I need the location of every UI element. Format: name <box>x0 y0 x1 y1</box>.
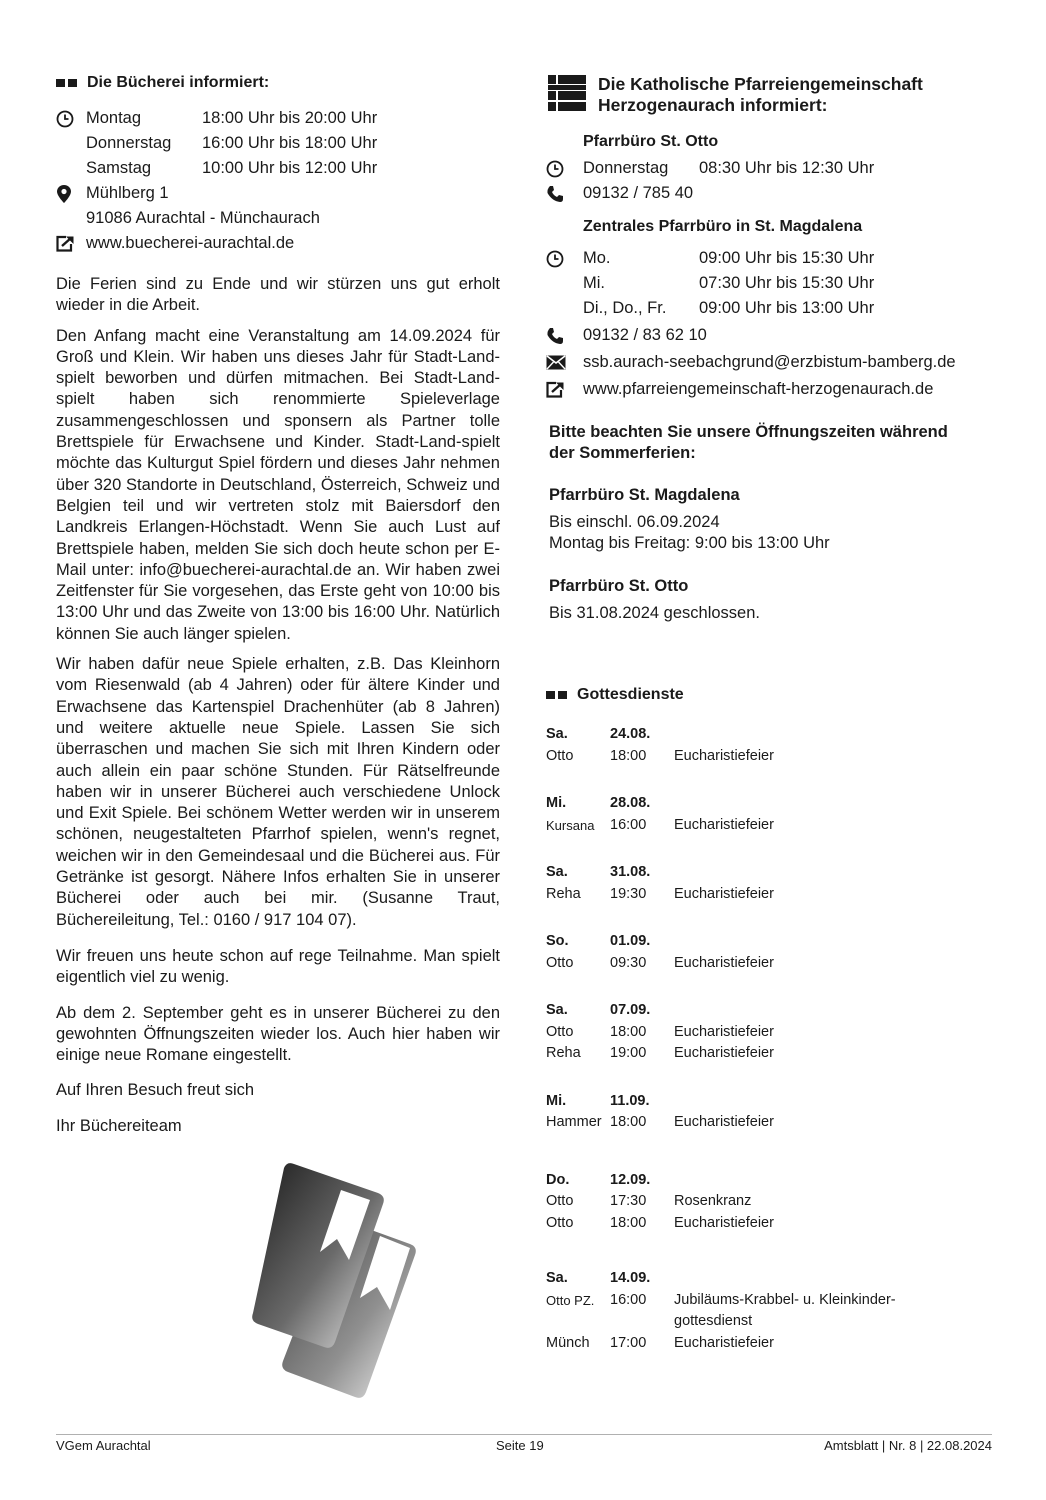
magdalena-line: Montag bis Freitag: 9:00 bis 13:00 Uhr <box>549 534 830 552</box>
service-weekday: So. <box>546 933 569 949</box>
service-description: Eucharistiefeier <box>674 816 774 833</box>
footer-publisher: VGem Aurachtal <box>56 1438 151 1453</box>
central-email-link[interactable]: ssb.aurach-seebachgrund@erzbistum-bamberg.de <box>583 353 956 371</box>
paragraph: Auf Ihren Besuch freut sich <box>56 1081 255 1100</box>
services-heading: Gottesdienste <box>546 686 996 704</box>
otto-closed-heading: Pfarrbüro St. Otto <box>549 577 689 595</box>
footer-issue: Amtsblatt | Nr. 8 | 22.08.2024 <box>824 1438 992 1453</box>
central-website-row <box>546 377 996 402</box>
service-date: 01.09. <box>610 933 651 949</box>
service-description: Eucharistiefeier <box>674 1114 774 1130</box>
services-list <box>546 724 996 1354</box>
central-office-heading: Zentrales Pfarrbüro in St. Magdalena <box>583 218 863 235</box>
service-time: 18:00 <box>610 747 647 764</box>
mail-icon <box>546 350 583 375</box>
otto-phone-row <box>546 181 996 206</box>
service-time: 16:00 <box>610 1291 647 1308</box>
address-row: Mühlberg 1 <box>56 181 500 206</box>
service-location: Otto PZ. <box>546 1292 595 1308</box>
parish-title-line: Herzogenaurach informiert: <box>598 95 828 115</box>
service-description: Eucharistiefeier <box>674 1334 774 1351</box>
service-row <box>546 1290 996 1312</box>
service-weekday: Sa. <box>546 726 568 742</box>
paragraph: Den Anfang macht eine Veranstaltung am 14.09.2024 für Groß und Klein. Wir haben uns dieses Jahr für Stadt-Land-spielt beworben und dürfen mitmachen. Bei Stadt-Land-spielt haben sich renommierte Spieleverlage zusammengeschlossen und sponsern als Partner tolle Brettspiele für Erwachsene und Kinder. Stadt-Land-spielt möchte das Kulturgut Spiel fördern und dieses Jahr nehmen über 320 Standorte in Deutschland, Österreich, Schweiz und Belgien teil und wir vertreten stolz mit Baiersdorf den Landkreis Erlangen-Höchstadt. Wenn Sie auch Lust auf Brettspiele haben, melden Sie sich doch heute schon per E-Mail unter: info@buecherei-aurachtal.de an. Wir haben zwei Zeitfenster für Sie vorgesehen, das Erste geht von 10:00 bis 13:00 Uhr und das Zweite von 13:00 bis 16:00 Uhr. Natürlich können Sie auch länger spielen. <box>56 326 500 643</box>
service-day-group <box>546 931 996 974</box>
library-section <box>56 74 500 1137</box>
external-link-icon <box>546 377 583 402</box>
service-row <box>546 815 996 837</box>
hours-row: Montag 18:00 Uhr bis 20:00 Uhr <box>56 106 500 131</box>
service-description: Eucharistiefeier <box>674 1023 774 1040</box>
service-location: Otto <box>546 1214 574 1231</box>
service-time: 18:00 <box>610 1023 647 1040</box>
service-location: Hammer <box>546 1114 602 1130</box>
service-location <box>546 1311 610 1333</box>
service-weekday: Mi. <box>546 1092 567 1109</box>
service-row <box>546 1311 996 1333</box>
service-day-group <box>546 1000 996 1065</box>
service-location: Otto <box>546 1193 574 1209</box>
service-row <box>546 1112 996 1134</box>
central-phone-row <box>546 323 996 348</box>
address-row: 91086 Aurachtal - Münchaurach <box>86 209 320 227</box>
otto-phone-link[interactable]: 09132 / 785 40 <box>583 184 694 202</box>
otto-office-heading: Pfarrbüro St. Otto <box>583 133 719 150</box>
library-text <box>56 274 500 1137</box>
paragraph: Wir freuen uns heute schon auf rege Teilnahme. Man spielt eigentlich viel zu wenig. <box>56 946 500 987</box>
service-time: 16:00 <box>610 816 647 833</box>
service-location: Otto <box>546 747 574 764</box>
service-day-group <box>546 1268 996 1354</box>
service-date: 11.09. <box>610 1092 650 1109</box>
service-time: 17:00 <box>610 1334 647 1351</box>
service-description: Eucharistiefeier <box>674 1214 774 1231</box>
service-description: Eucharistiefeier <box>674 885 774 902</box>
external-link-icon <box>56 231 86 256</box>
service-location: Otto <box>546 954 574 971</box>
church-logo-icon <box>546 74 588 114</box>
otto-hours-row: Donnerstag 08:30 Uhr bis 12:30 Uhr <box>546 156 996 181</box>
service-weekday: Do. <box>546 1171 570 1188</box>
parish-title-line: Die Katholische Pfarreiengemeinschaft <box>598 74 923 94</box>
service-description: gottesdienst <box>674 1313 753 1329</box>
hours-row: Samstag 10:00 Uhr bis 12:00 Uhr <box>86 159 378 177</box>
service-date: 28.08. <box>610 795 651 811</box>
service-location: Otto <box>546 1023 574 1040</box>
service-location: Münch <box>546 1334 590 1351</box>
service-location: Kursana <box>546 817 595 833</box>
page-number: Seite 19 <box>496 1438 544 1453</box>
central-hours-row: Mo. 09:00 Uhr bis 15:30 Uhr <box>546 246 996 271</box>
service-row <box>546 884 996 906</box>
service-time: 09:30 <box>610 954 647 971</box>
summer-notice: Bitte beachten Sie unsere Öffnungszeiten während der Sommerferien: <box>549 423 948 462</box>
service-row <box>546 1191 996 1213</box>
service-description: Eucharistiefeier <box>674 747 774 764</box>
magdalena-line: Bis einschl. 06.09.2024 <box>549 513 720 531</box>
clock-icon <box>56 106 86 131</box>
hours-row: Donnerstag 16:00 Uhr bis 18:00 Uhr <box>86 134 378 152</box>
service-date: 12.09. <box>610 1171 651 1188</box>
section-bullet-icon <box>56 79 65 87</box>
service-time <box>610 1311 674 1333</box>
service-time: 19:30 <box>610 885 647 902</box>
clock-icon <box>546 156 583 181</box>
service-date: 31.08. <box>610 864 651 880</box>
service-location: Reha <box>546 1045 581 1061</box>
service-row <box>546 953 996 975</box>
books-icon <box>242 1160 442 1400</box>
service-day-group <box>546 793 996 836</box>
service-date: 07.09. <box>610 1002 651 1018</box>
service-weekday: Mi. <box>546 795 567 811</box>
parish-title <box>546 74 996 116</box>
service-description: Eucharistiefeier <box>674 954 774 971</box>
service-day-group <box>546 1170 996 1235</box>
service-row <box>546 1043 996 1065</box>
service-row <box>546 1333 996 1355</box>
service-day-group <box>546 862 996 905</box>
magdalena-heading: Pfarrbüro St. Magdalena <box>549 486 740 504</box>
service-description: Rosenkranz <box>674 1193 752 1209</box>
service-weekday: Sa. <box>546 864 568 880</box>
location-pin-icon <box>56 181 86 206</box>
service-row <box>546 1022 996 1044</box>
service-date: 24.08. <box>610 726 651 742</box>
service-row <box>546 1213 996 1235</box>
service-location: Reha <box>546 885 581 902</box>
service-day-group <box>546 1091 996 1134</box>
otto-closed-line: Bis 31.08.2024 geschlossen. <box>549 604 760 622</box>
paragraph: Die Ferien sind zu Ende und wir stürzen uns gut erholt wieder in die Arbeit. <box>56 275 500 315</box>
service-date: 14.09. <box>610 1270 651 1286</box>
central-website-link[interactable]: www.pfarreiengemeinschaft-herzogenaurach.de <box>583 380 934 398</box>
clock-icon <box>546 246 583 271</box>
paragraph: Ab dem 2. September geht es in unserer Bücherei zu den gewohnten Öffnungszeiten wieder los. Auch hier haben wir einige neue Romane eingestellt. <box>56 1003 500 1065</box>
library-heading: Die Bücherei informiert: <box>56 74 500 92</box>
phone-icon <box>546 181 583 206</box>
section-bullet-icon <box>546 691 555 699</box>
phone-icon <box>546 323 583 348</box>
service-row <box>546 746 996 768</box>
service-time: 17:30 <box>610 1193 647 1209</box>
central-hours-row: Mi. 07:30 Uhr bis 15:30 Uhr <box>583 274 875 292</box>
service-time: 19:00 <box>610 1045 647 1061</box>
service-description: Jubiläums-Krabbel- u. Kleinkinder- <box>674 1291 896 1308</box>
central-phone-link[interactable]: 09132 / 83 62 10 <box>583 326 707 344</box>
central-hours-row: Di., Do., Fr. 09:00 Uhr bis 13:00 Uhr <box>583 299 875 317</box>
parish-section <box>546 74 996 1354</box>
service-weekday: Sa. <box>546 1002 568 1018</box>
library-website-link[interactable]: www.buecherei-aurachtal.de <box>86 234 295 252</box>
service-time: 18:00 <box>610 1214 647 1231</box>
service-day-group <box>546 724 996 767</box>
service-description: Eucharistiefeier <box>674 1045 774 1061</box>
service-time: 18:00 <box>610 1114 647 1130</box>
paragraph: Wir haben dafür neue Spiele erhalten, z.B. Das Kleinhorn vom Riesenwald (ab 4 Jahren) oder für ältere Kinder und Erwachsene das Kartenspiel Drachenhüter (ab 8 Jahren) und weitere aktuelle neue Spiele. Lassen Sie sich überraschen und machen Sie sich mit Ihren Kindern oder auch allein ein paar schöne Stunden. Für Rätselfreunde haben wir in unserer Bücherei auch verschiedene Unlock und Exit Spiele. Bei schönem Wetter werden wir in unserem schönen, neugestalteten Pfarrhof spielen, wenn's regnet, weichen wir in den Gemeindesaal und die Bücherei aus. Für Getränke ist gesorgt. Nähere Infos erhalten Sie in unserer Bücherei oder auch bei mir. (Susanne Traut, Büchereileitung, Tel.: 0160 / 917 104 07). <box>56 655 500 929</box>
signature: Ihr Büchereiteam <box>56 1116 182 1135</box>
page-footer <box>56 1434 992 1453</box>
central-email-row <box>546 350 996 375</box>
service-weekday: Sa. <box>546 1270 568 1286</box>
library-hours <box>56 106 500 256</box>
website-row <box>56 231 500 256</box>
